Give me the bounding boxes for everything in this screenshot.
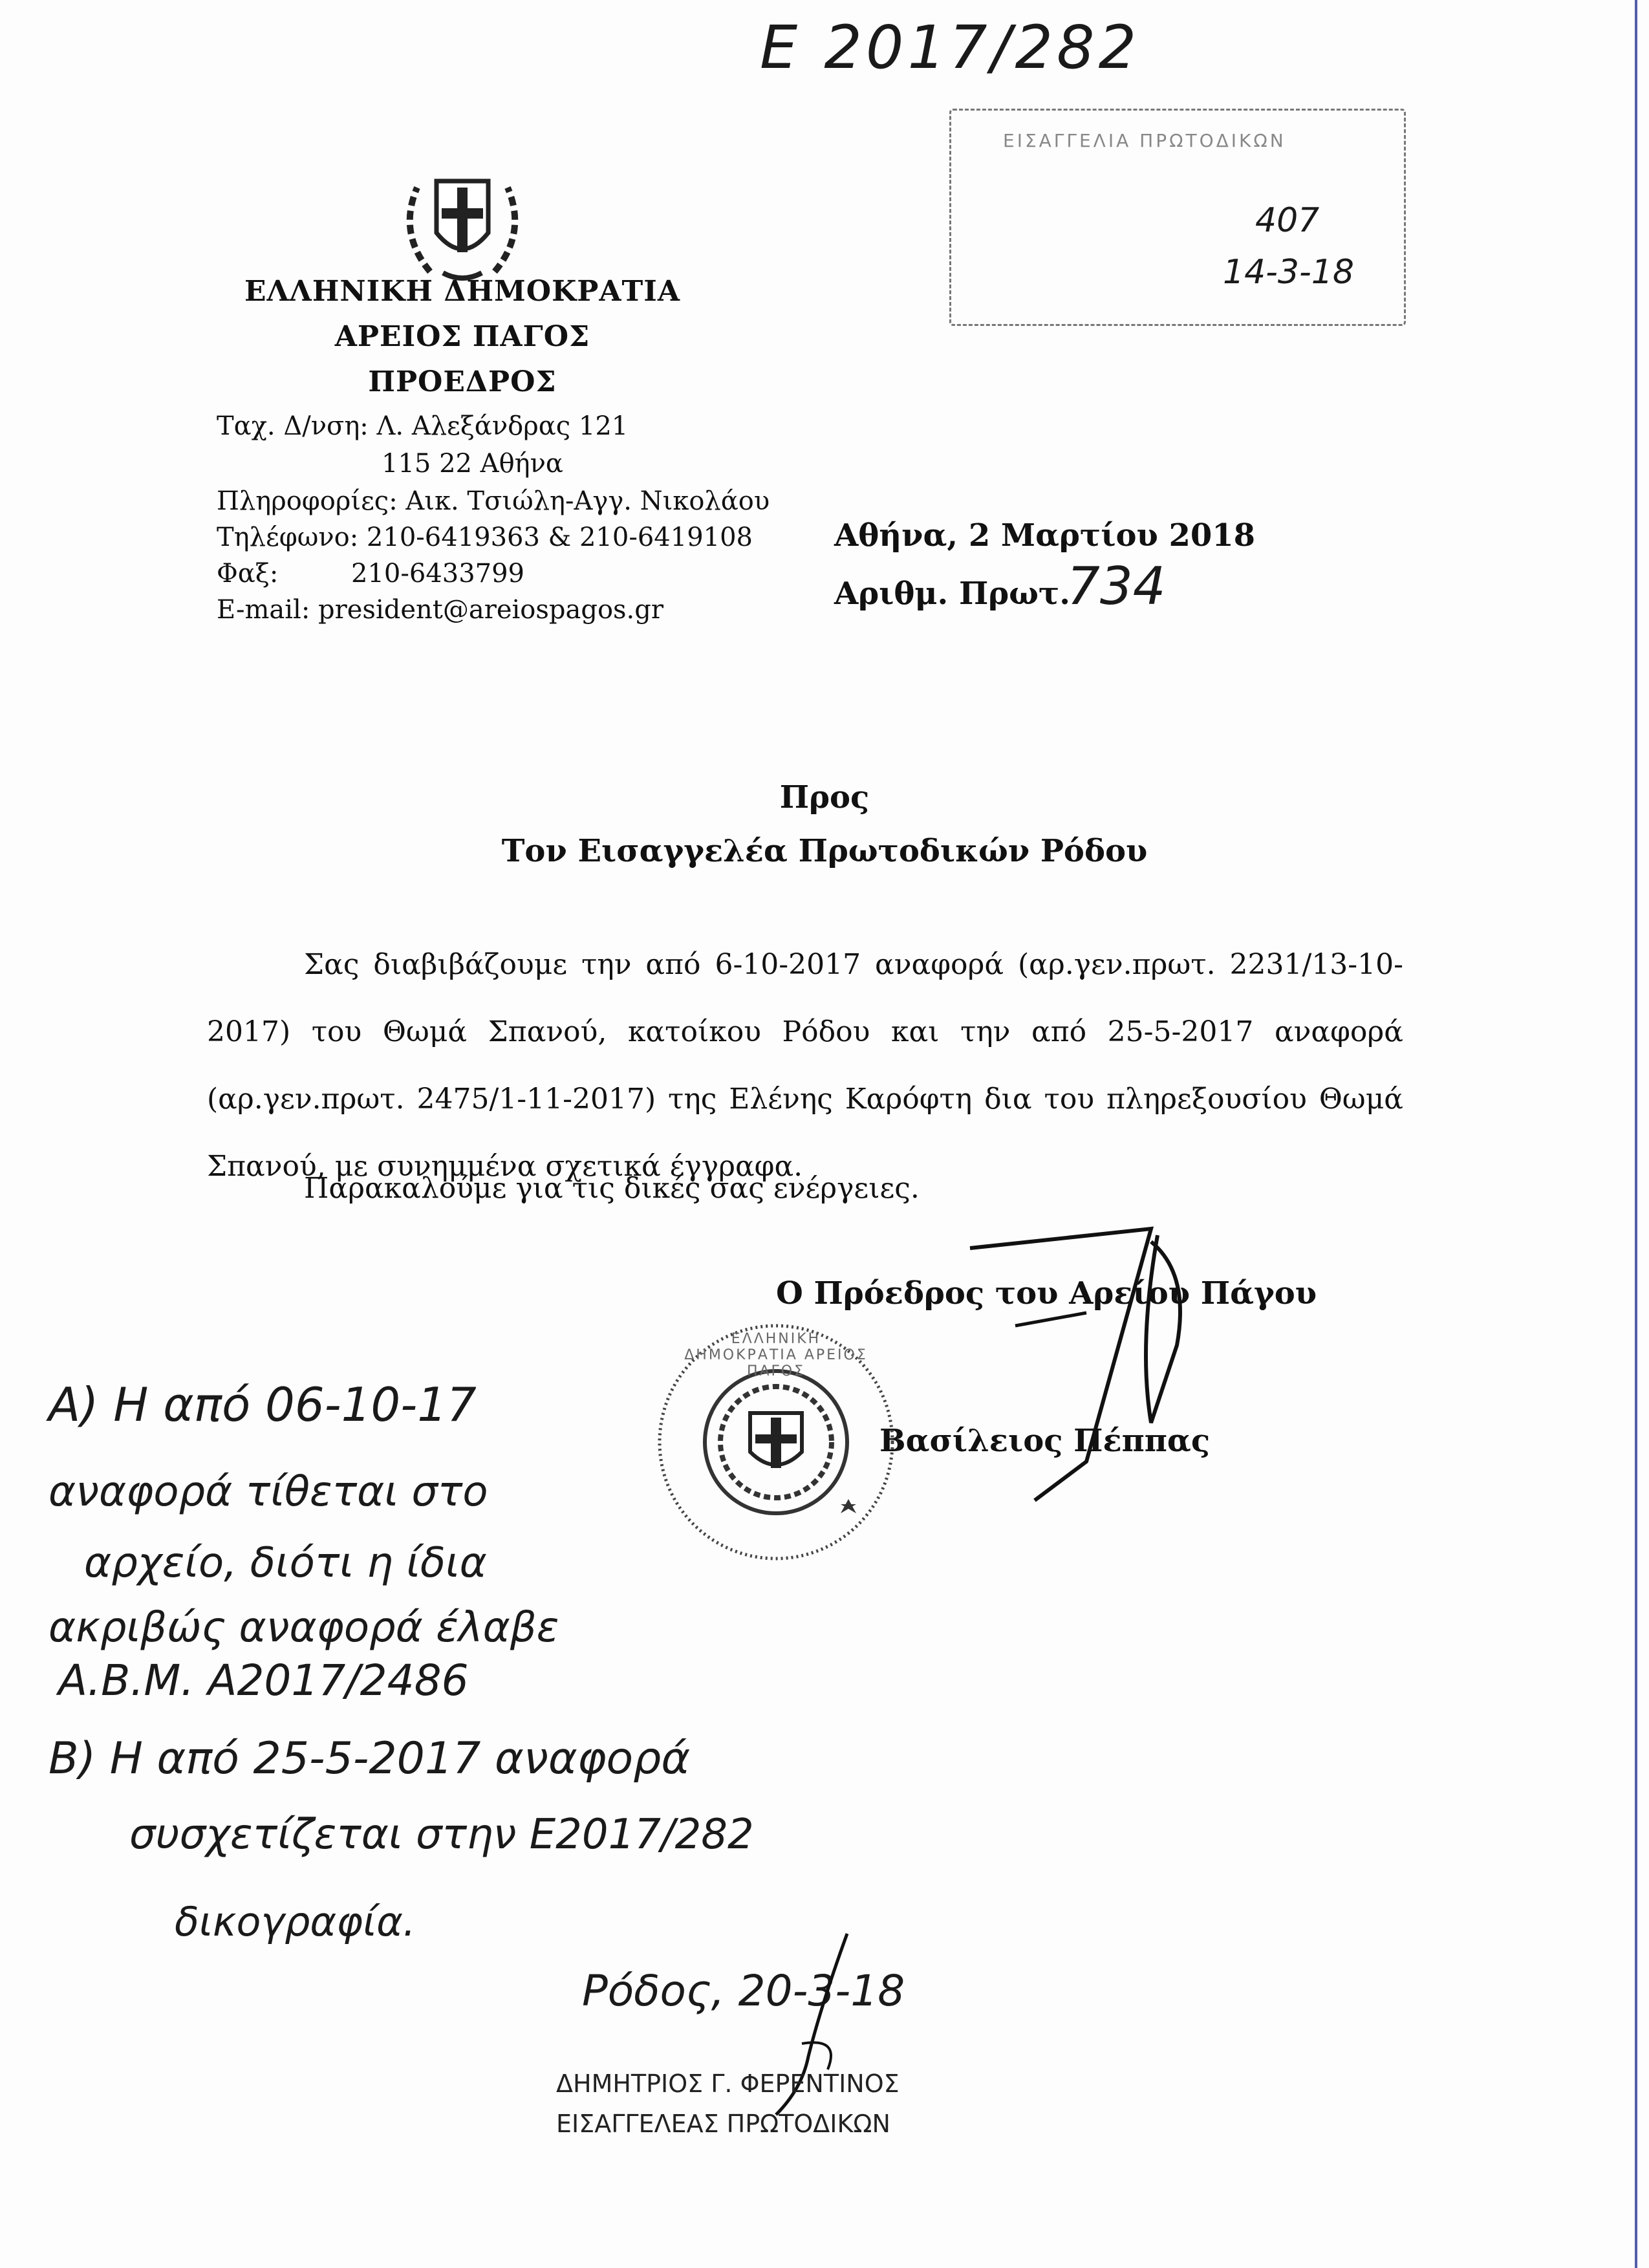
body-paragraph-2: Παρακαλούμε για τις δικές σας ενέργειες. [304, 1172, 920, 1205]
official-seal [653, 1319, 899, 1565]
prosecutor-stamp-name: ΔΗΜΗΤΡΙΟΣ Γ. ΦΕΡΕΝΤΙΝΟΣ [556, 2069, 900, 2098]
handwritten-note-line-5: Α.Β.Μ. Α2017/2486 [58, 1656, 469, 1705]
handwritten-place-date: Ρόδος, 20-3-18 [582, 1966, 905, 2016]
info-line: Πληροφορίες: Αικ. Τσιώλη-Αγγ. Νικολάου [217, 486, 770, 516]
handwritten-note-line-4: ακριβώς αναφορά έλαβε [48, 1604, 559, 1652]
scan-edge [1635, 0, 1637, 2268]
protocol-label: Αριθμ. Πρωτ. [834, 576, 1070, 612]
handwritten-note-line-6: Β) Η από 25-5-2017 αναφορά [48, 1733, 691, 1784]
handwritten-reference: Ε 2017/282 [760, 13, 1141, 82]
address-line-2: 115 22 Αθήνα [382, 449, 563, 479]
signature-name: Βασίλειος Πέππας [879, 1423, 1211, 1459]
received-stamp-number: 407 [1255, 201, 1320, 240]
coat-of-arms-emblem [391, 162, 534, 285]
handwritten-signature [957, 1216, 1229, 1513]
protocol-number: 734 [1067, 556, 1166, 616]
official-seal-text: ΕΛΛΗΝΙΚΗ ΔΗΜΟΚΡΑΤΙΑ ΑΡΕΙΟΣ ΠΑΓΟΣ [684, 1331, 868, 1379]
body-paragraph-1 [207, 931, 1403, 1200]
recipient-to-label: Προς [779, 779, 870, 815]
phone-line: Τηλέφωνο: 210-6419363 & 210-6419108 [217, 523, 753, 552]
date-line: Αθήνα, 2 Μαρτίου 2018 [834, 517, 1256, 554]
handwritten-note-line-3: αρχείο, διότι η ίδια [84, 1539, 487, 1587]
header-country: ΕΛΛΗΝΙΚΗ ΔΗΜΟΚΡΑΤΙΑ [244, 275, 680, 308]
recipient-name: Τον Εισαγγελέα Πρωτοδικών Ρόδου [501, 833, 1148, 869]
body-paragraph-1-text: Σας διαβιβάζουμε την από 6-10-2017 αναφορά (αρ.γεν.πρωτ. 2231/13-10-2017) του Θωμά Σπανού, κατοίκου Ρόδου και την από 25-5-2017 αναφορά (αρ.γεν.πρωτ. 2475/1-11-2017) της Ελένης Καρόφτη δια του πληρεξουσίου Θωμά Σπανού, με συνημμένα σχετικά έγγραφα. [207, 948, 1403, 1183]
received-stamp-date: 14-3-18 [1223, 253, 1354, 292]
handwritten-note-line-2: αναφορά τίθεται στο [48, 1468, 488, 1516]
fax-value: 210-6433799 [351, 559, 525, 589]
prosecutor-stamp-title: ΕΙΣΑΓΓΕΛΕΑΣ ΠΡΩΤΟΔΙΚΩΝ [556, 2110, 890, 2138]
handwritten-note-line-1: Α) Η από 06-10-17 [48, 1377, 477, 1432]
fax-label: Φαξ: [217, 559, 279, 589]
header-office: ΠΡΟΕΔΡΟΣ [368, 365, 557, 398]
received-stamp [949, 109, 1406, 326]
header-court: ΑΡΕΙΟΣ ΠΑΓΟΣ [334, 320, 590, 353]
handwritten-note-line-7: συσχετίζεται στην Ε2017/282 [129, 1811, 754, 1859]
address-line-1: Ταχ. Δ/νση: Λ. Αλεξάνδρας 121 [217, 411, 629, 441]
handwritten-note-line-8: δικογραφία. [175, 1898, 416, 1945]
received-stamp-title: ΕΙΣΑΓΓΕΛΙΑ ΠΡΩΤΟΔΙΚΩΝ [1003, 130, 1286, 151]
signature-title: Ο Πρόεδρος του Αρείου Πάγου [776, 1275, 1317, 1312]
email-line: E-mail: president@areiospagos.gr [217, 595, 663, 625]
